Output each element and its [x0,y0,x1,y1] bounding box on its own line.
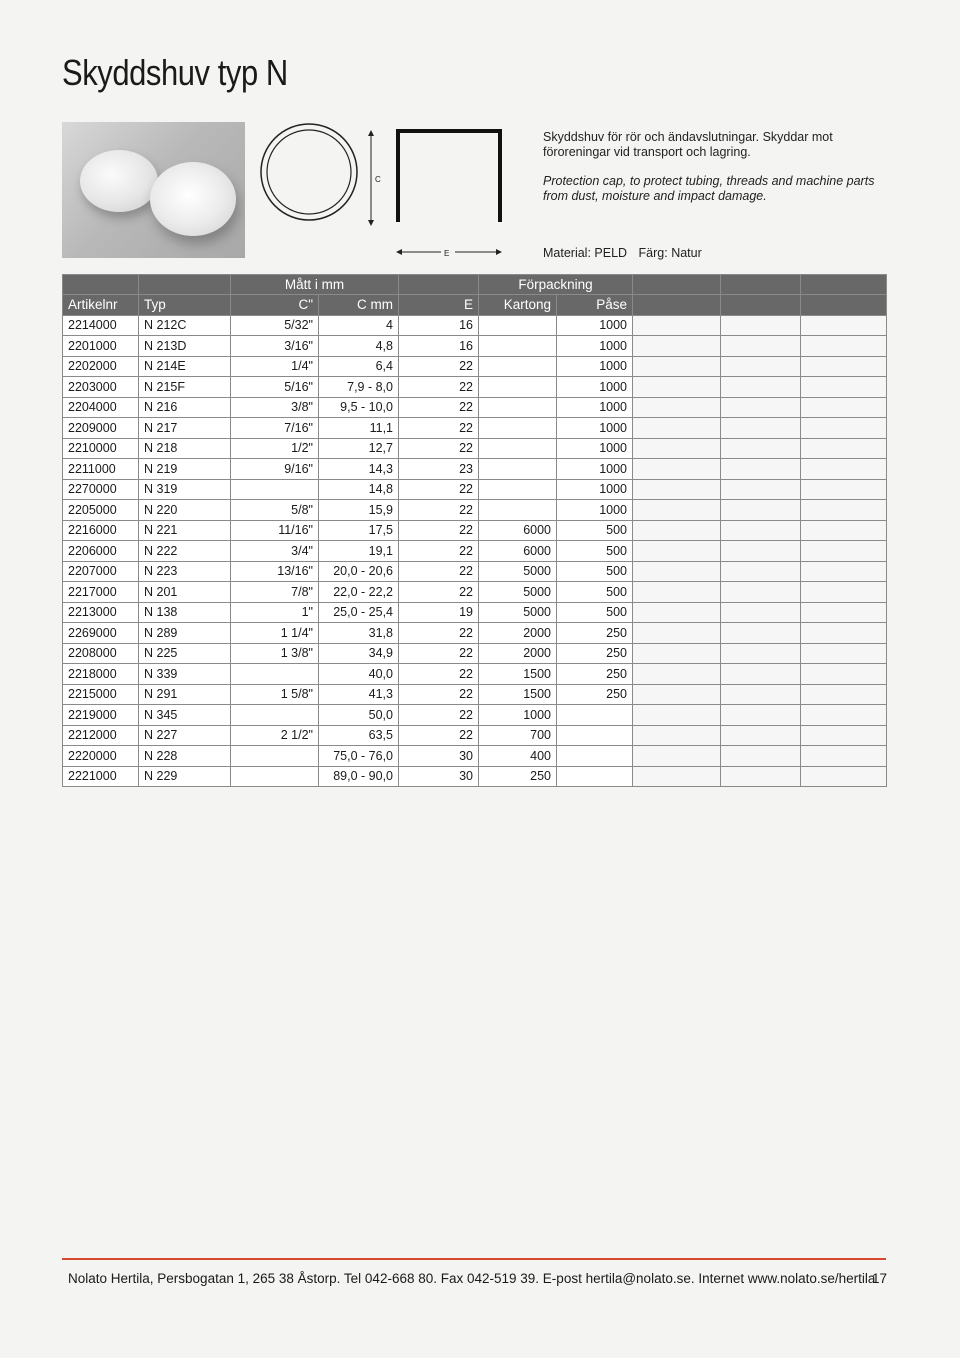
empty-cell [801,479,887,500]
cell-e: 22 [399,582,479,603]
empty-cell [633,746,721,767]
empty-cell [633,418,721,439]
cell-artikelnr: 2217000 [63,582,139,603]
technical-drawing [255,120,520,270]
header-e: E [399,295,479,316]
empty-cell [721,541,801,562]
cell-c-mm: 50,0 [319,705,399,726]
cell-c-mm: 22,0 - 22,2 [319,582,399,603]
product-photo [62,122,245,258]
cell-typ: N 215F [139,377,231,398]
table-row [63,397,887,418]
empty-cell [801,397,887,418]
cell-e: 16 [399,336,479,357]
cell-artikelnr: 2201000 [63,336,139,357]
cap-end-view-outer [261,124,357,220]
cell-c-inch: 2 1/2" [231,725,319,746]
cell-c-mm: 63,5 [319,725,399,746]
cell-kartong: 1000 [479,705,557,726]
empty-cell [801,746,887,767]
cell-kartong [479,500,557,521]
empty-cell [633,500,721,521]
cell-kartong [479,459,557,480]
cell-pase: 500 [557,561,633,582]
cell-pase: 500 [557,520,633,541]
cell-typ: N 227 [139,725,231,746]
table-row [63,623,887,644]
cell-typ: N 213D [139,336,231,357]
cell-c-mm: 34,9 [319,643,399,664]
table-row [63,746,887,767]
specification-table [62,274,887,787]
empty-cell [721,500,801,521]
cell-kartong: 2000 [479,643,557,664]
empty-cell [721,725,801,746]
empty-cell [633,520,721,541]
empty-cell [721,561,801,582]
cell-c-inch: 5/8" [231,500,319,521]
cell-typ: N 319 [139,479,231,500]
cell-c-inch: 7/8" [231,582,319,603]
cell-artikelnr: 2218000 [63,664,139,685]
cell-c-mm: 4 [319,315,399,336]
empty-cell [633,315,721,336]
cell-c-mm: 19,1 [319,541,399,562]
cell-c-mm: 14,3 [319,459,399,480]
cell-c-inch: 13/16" [231,561,319,582]
header-artikelnr: Artikelnr [63,295,139,316]
empty-cell [721,336,801,357]
empty-cell [801,541,887,562]
cap-image-right [150,162,236,236]
cell-kartong: 6000 [479,541,557,562]
empty-cell [801,438,887,459]
material-label: Material: PELD [543,246,628,260]
cell-e: 22 [399,377,479,398]
empty-cell [801,725,887,746]
header-c-inch: C" [231,295,319,316]
empty-cell [633,766,721,787]
cell-c-inch: 5/32" [231,315,319,336]
cell-pase: 1000 [557,336,633,357]
cell-kartong: 250 [479,766,557,787]
empty-cell [721,397,801,418]
cell-artikelnr: 2202000 [63,356,139,377]
cell-c-inch: 3/16" [231,336,319,357]
cell-artikelnr: 2209000 [63,418,139,439]
cell-c-mm: 17,5 [319,520,399,541]
cell-c-inch: 3/8" [231,397,319,418]
table-body [63,315,887,787]
empty-cell [721,643,801,664]
cell-typ: N 216 [139,397,231,418]
table-row [63,315,887,336]
cell-pase: 1000 [557,356,633,377]
table-row [63,664,887,685]
cell-pase [557,705,633,726]
cell-kartong: 2000 [479,623,557,644]
empty-cell [633,705,721,726]
arrow-left-icon [396,249,402,255]
cell-typ: N 218 [139,438,231,459]
cell-c-mm: 11,1 [319,418,399,439]
cell-typ: N 291 [139,684,231,705]
cell-e: 22 [399,520,479,541]
cell-e: 22 [399,500,479,521]
cell-artikelnr: 2269000 [63,623,139,644]
empty-cell [721,705,801,726]
empty-cell [721,766,801,787]
header-typ: Typ [139,295,231,316]
cell-artikelnr: 2219000 [63,705,139,726]
dimension-e-label: E [444,249,450,258]
empty-cell [721,602,801,623]
cell-pase: 1000 [557,479,633,500]
empty-cell [801,377,887,398]
cell-c-mm: 31,8 [319,623,399,644]
cell-artikelnr: 2210000 [63,438,139,459]
cell-e: 30 [399,746,479,767]
cell-pase [557,746,633,767]
cap-image-left [80,150,158,212]
cell-typ: N 229 [139,766,231,787]
cell-artikelnr: 2207000 [63,561,139,582]
cell-e: 22 [399,705,479,726]
cell-c-mm: 25,0 - 25,4 [319,602,399,623]
table-row [63,602,887,623]
empty-cell [801,459,887,480]
arrow-down-icon [368,220,374,226]
cell-typ: N 219 [139,459,231,480]
cell-pase [557,766,633,787]
cell-c-inch: 9/16" [231,459,319,480]
cell-kartong: 5000 [479,561,557,582]
empty-cell [721,418,801,439]
cell-e: 22 [399,438,479,459]
cell-artikelnr: 2205000 [63,500,139,521]
cell-c-inch [231,705,319,726]
cell-c-inch: 7/16" [231,418,319,439]
cell-pase: 500 [557,582,633,603]
cell-c-mm: 41,3 [319,684,399,705]
empty-cell [801,582,887,603]
page-title: Skyddshuv typ N [62,52,288,93]
footer-rule [62,1258,886,1260]
cell-c-inch: 1/4" [231,356,319,377]
cell-e: 22 [399,397,479,418]
cell-c-mm: 12,7 [319,438,399,459]
description-swedish: Skyddshuv för rör och ändavslutningar. Skyddar mot föroreningar vid transport och lagring. [543,130,833,159]
cell-pase: 1000 [557,377,633,398]
cell-kartong [479,397,557,418]
empty-cell [633,602,721,623]
empty-cell [633,459,721,480]
cell-kartong [479,377,557,398]
empty-cell [801,500,887,521]
empty-cell [721,356,801,377]
cell-pase: 1000 [557,418,633,439]
table-row [63,725,887,746]
cell-kartong: 400 [479,746,557,767]
cell-pase: 250 [557,643,633,664]
empty-cell [721,746,801,767]
cell-e: 22 [399,356,479,377]
cell-kartong [479,479,557,500]
cell-e: 22 [399,643,479,664]
empty-cell [801,336,887,357]
table-header-row [63,295,887,316]
cell-kartong: 5000 [479,582,557,603]
empty-cell [721,479,801,500]
cell-e: 22 [399,664,479,685]
cell-c-mm: 15,9 [319,500,399,521]
empty-cell [633,582,721,603]
empty-cell [633,397,721,418]
empty-cell [801,315,887,336]
table-row [63,561,887,582]
empty-cell [633,643,721,664]
cell-e: 22 [399,684,479,705]
cell-kartong: 1500 [479,684,557,705]
empty-cell [801,664,887,685]
cap-end-view-inner [267,130,351,214]
cell-artikelnr: 2221000 [63,766,139,787]
empty-cell [633,336,721,357]
cell-c-mm: 14,8 [319,479,399,500]
cell-artikelnr: 2212000 [63,725,139,746]
table-row [63,643,887,664]
empty-cell [721,684,801,705]
header-pase: Påse [557,295,633,316]
cell-artikelnr: 2216000 [63,520,139,541]
cell-typ: N 228 [139,746,231,767]
table-row [63,459,887,480]
cell-typ: N 345 [139,705,231,726]
cap-side-view [398,131,500,222]
cell-pase: 1000 [557,397,633,418]
cell-e: 19 [399,602,479,623]
arrow-right-icon [496,249,502,255]
empty-cell [721,520,801,541]
cell-c-inch: 5/16" [231,377,319,398]
table-group-header-row [63,275,887,295]
cell-pase: 1000 [557,500,633,521]
cell-c-mm: 7,9 - 8,0 [319,377,399,398]
material-info [543,246,702,260]
cell-e: 22 [399,418,479,439]
cell-c-inch: 1 5/8" [231,684,319,705]
cell-c-mm: 75,0 - 76,0 [319,746,399,767]
cell-c-inch: 1 3/8" [231,643,319,664]
table-row [63,336,887,357]
cell-kartong: 6000 [479,520,557,541]
empty-cell [633,725,721,746]
cell-kartong: 700 [479,725,557,746]
empty-cell [801,705,887,726]
table-row [63,377,887,398]
cell-kartong [479,336,557,357]
cell-kartong [479,418,557,439]
cell-artikelnr: 2211000 [63,459,139,480]
empty-cell [633,356,721,377]
cell-typ: N 212C [139,315,231,336]
cell-c-inch [231,479,319,500]
cell-e: 16 [399,315,479,336]
empty-cell [721,438,801,459]
cell-c-inch: 3/4" [231,541,319,562]
cell-artikelnr: 2213000 [63,602,139,623]
header-c-mm: C mm [319,295,399,316]
cell-kartong [479,438,557,459]
cell-typ: N 214E [139,356,231,377]
cell-typ: N 222 [139,541,231,562]
empty-cell [801,643,887,664]
cell-typ: N 339 [139,664,231,685]
cell-artikelnr: 2206000 [63,541,139,562]
empty-cell [633,664,721,685]
cell-typ: N 201 [139,582,231,603]
cell-typ: N 289 [139,623,231,644]
cell-c-inch: 1" [231,602,319,623]
cell-typ: N 138 [139,602,231,623]
cell-c-mm: 4,8 [319,336,399,357]
cell-e: 22 [399,623,479,644]
cell-c-inch: 1 1/4" [231,623,319,644]
dimension-c-label: C [375,175,381,184]
cell-pase: 500 [557,541,633,562]
cell-c-mm: 20,0 - 20,6 [319,561,399,582]
arrow-up-icon [368,130,374,136]
empty-cell [721,664,801,685]
empty-cell [633,541,721,562]
table-row [63,520,887,541]
cell-e: 22 [399,561,479,582]
cell-kartong: 1500 [479,664,557,685]
empty-cell [801,623,887,644]
table-row [63,479,887,500]
empty-cell [801,520,887,541]
empty-cell [721,459,801,480]
cell-pase: 1000 [557,315,633,336]
empty-cell [633,479,721,500]
cell-typ: N 217 [139,418,231,439]
empty-cell [801,684,887,705]
product-description [543,130,883,218]
cell-typ: N 225 [139,643,231,664]
cell-e: 22 [399,725,479,746]
color-label: Färg: Natur [638,246,702,260]
cell-c-inch: 1/2" [231,438,319,459]
cell-kartong [479,356,557,377]
cell-artikelnr: 2270000 [63,479,139,500]
empty-cell [801,418,887,439]
empty-cell [801,766,887,787]
header-kartong: Kartong [479,295,557,316]
empty-cell [633,623,721,644]
cell-artikelnr: 2215000 [63,684,139,705]
cell-c-mm: 89,0 - 90,0 [319,766,399,787]
cell-pase: 250 [557,623,633,644]
empty-cell [633,561,721,582]
empty-cell [633,684,721,705]
cell-e: 30 [399,766,479,787]
empty-cell [721,315,801,336]
cell-kartong [479,315,557,336]
cell-artikelnr: 2214000 [63,315,139,336]
table-row [63,418,887,439]
empty-cell [721,623,801,644]
cell-c-mm: 40,0 [319,664,399,685]
page-number: 17 [872,1271,888,1286]
cell-c-inch [231,746,319,767]
empty-cell [801,356,887,377]
cell-artikelnr: 2208000 [63,643,139,664]
table-row [63,541,887,562]
cell-c-inch [231,664,319,685]
group-header-matt: Mått i mm [231,275,399,295]
table-row [63,684,887,705]
empty-cell [801,602,887,623]
cell-e: 22 [399,541,479,562]
empty-cell [801,561,887,582]
cell-pase: 500 [557,602,633,623]
cell-e: 23 [399,459,479,480]
description-english: Protection cap, to protect tubing, threads and machine parts from dust, moisture and impact damage. [543,174,875,203]
cell-kartong: 5000 [479,602,557,623]
table-row [63,705,887,726]
cell-artikelnr: 2220000 [63,746,139,767]
empty-cell [633,438,721,459]
table-row [63,500,887,521]
empty-cell [721,377,801,398]
cell-artikelnr: 2203000 [63,377,139,398]
table-row [63,582,887,603]
table-row [63,438,887,459]
group-header-forpackning: Förpackning [479,275,633,295]
cell-typ: N 223 [139,561,231,582]
cell-typ: N 221 [139,520,231,541]
cell-pase: 1000 [557,438,633,459]
empty-cell [633,377,721,398]
cell-pase [557,725,633,746]
cell-c-mm: 6,4 [319,356,399,377]
table-row [63,356,887,377]
empty-cell [721,582,801,603]
cell-typ: N 220 [139,500,231,521]
footer-contact: Nolato Hertila, Persbogatan 1, 265 38 Åstorp. Tel 042-668 80. Fax 042-519 39. E-post hertila@nolato.se. Internet www.nolato.se/hertila [68,1271,876,1286]
cell-c-inch: 11/16" [231,520,319,541]
cell-pase: 1000 [557,459,633,480]
cell-artikelnr: 2204000 [63,397,139,418]
cell-c-mm: 9,5 - 10,0 [319,397,399,418]
cell-pase: 250 [557,684,633,705]
table-row [63,766,887,787]
cell-pase: 250 [557,664,633,685]
cell-c-inch [231,766,319,787]
cell-e: 22 [399,479,479,500]
